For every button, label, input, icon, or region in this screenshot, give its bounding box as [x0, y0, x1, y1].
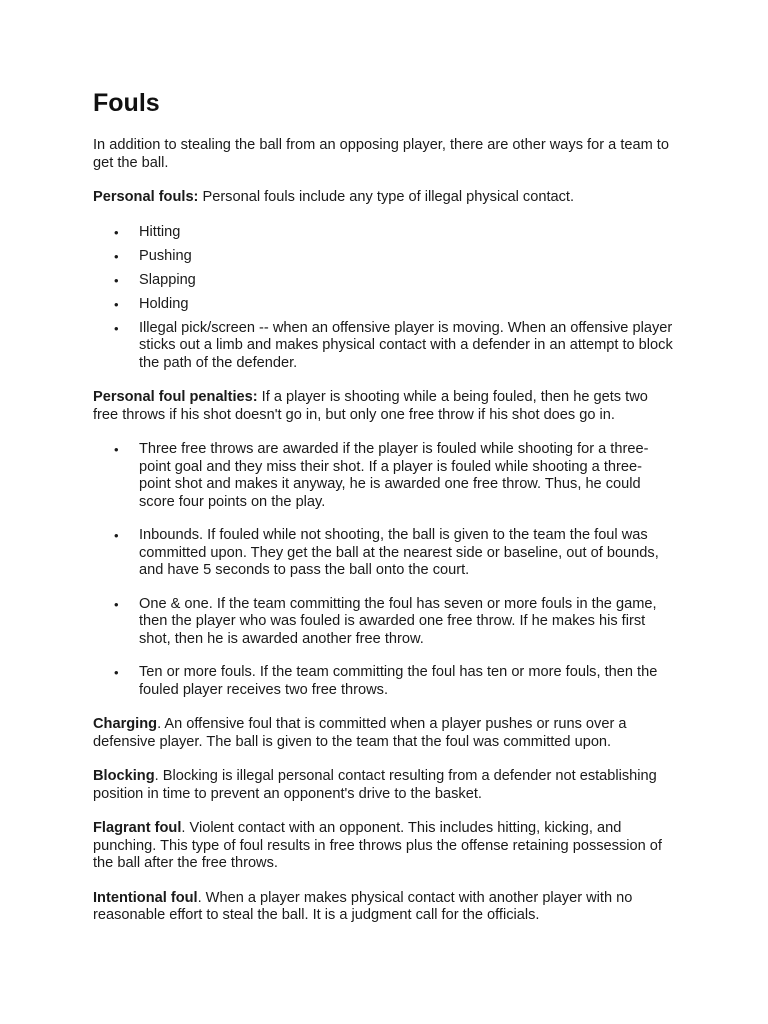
personal-fouls-list [93, 224, 673, 373]
personal-fouls-text: Personal fouls include any type of illegal physical contact. [198, 189, 575, 205]
blocking-paragraph [93, 768, 673, 803]
list-item: • Holding [93, 296, 673, 314]
blocking-label: Blocking [93, 768, 155, 784]
charging-paragraph [93, 716, 673, 751]
list-item: • One & one. If the team committing the foul has seven or more fouls in the game, then the player who was fouled is awarded one free throw. If he makes his first shot, then he is awarded another free throw. [93, 596, 673, 649]
penalties-label: Personal foul penalties: [93, 389, 258, 405]
flagrant-label: Flagrant foul [93, 820, 182, 836]
page-title: Fouls [93, 89, 160, 117]
personal-fouls-label: Personal fouls: [93, 189, 199, 205]
personal-fouls-paragraph [93, 189, 673, 207]
intro-paragraph: In addition to stealing the ball from an opposing player, there are other ways for a team to get the ball. [93, 137, 669, 171]
list-item: • Three free throws are awarded if the player is fouled while shooting for a three-point goal and they miss their shot. If a player is fouled while shooting a three-point shot and makes it anyway, he is awarded one free throw. Thus, he could score four points on the play. [93, 441, 673, 511]
charging-label: Charging [93, 716, 158, 732]
intentional-paragraph [93, 890, 673, 925]
blocking-text: . Blocking is illegal personal contact resulting from a defender not establishing position in time to prevent an opponent's drive to the basket. [93, 768, 657, 802]
intentional-text: . When a player makes physical contact with another player with no reasonable effort to steal the ball. It is a judgment call for the officials. [93, 889, 633, 923]
flagrant-text: . Violent contact with an opponent. This includes hitting, kicking, and punching. This type of foul results in free throws plus the offense retaining possession of the ball after the free throws. [93, 820, 662, 871]
list-item: • Illegal pick/screen -- when an offensive player is moving. When an offensive player sticks out a limb and makes physical contact with a defender in an attempt to block the path of the defender. [93, 320, 673, 373]
list-item: • Hitting [93, 224, 673, 242]
penalties-list [93, 441, 673, 699]
flagrant-paragraph [93, 820, 673, 873]
intentional-label: Intentional foul [93, 889, 198, 906]
penalties-text: If a player is shooting while a being fouled, then he gets two free throws if his shot doesn't go in, but only one free throw if his shot does go in. [93, 389, 648, 423]
document-page [93, 86, 673, 942]
charging-text: . An offensive foul that is committed when a player pushes or runs over a defensive player. The ball is given to the team that the foul was committed upon. [93, 716, 627, 750]
penalties-paragraph [93, 389, 673, 424]
list-item: • Ten or more fouls. If the team committing the foul has ten or more fouls, then the fouled player receives two free throws. [93, 664, 673, 699]
list-item: • Pushing [93, 248, 673, 266]
list-item: • Inbounds. If fouled while not shooting, the ball is given to the team the foul was committed upon. They get the ball at the nearest side or baseline, out of bounds, and have 5 seconds to pass the ball onto the court. [93, 527, 673, 580]
list-item: • Slapping [93, 272, 673, 290]
